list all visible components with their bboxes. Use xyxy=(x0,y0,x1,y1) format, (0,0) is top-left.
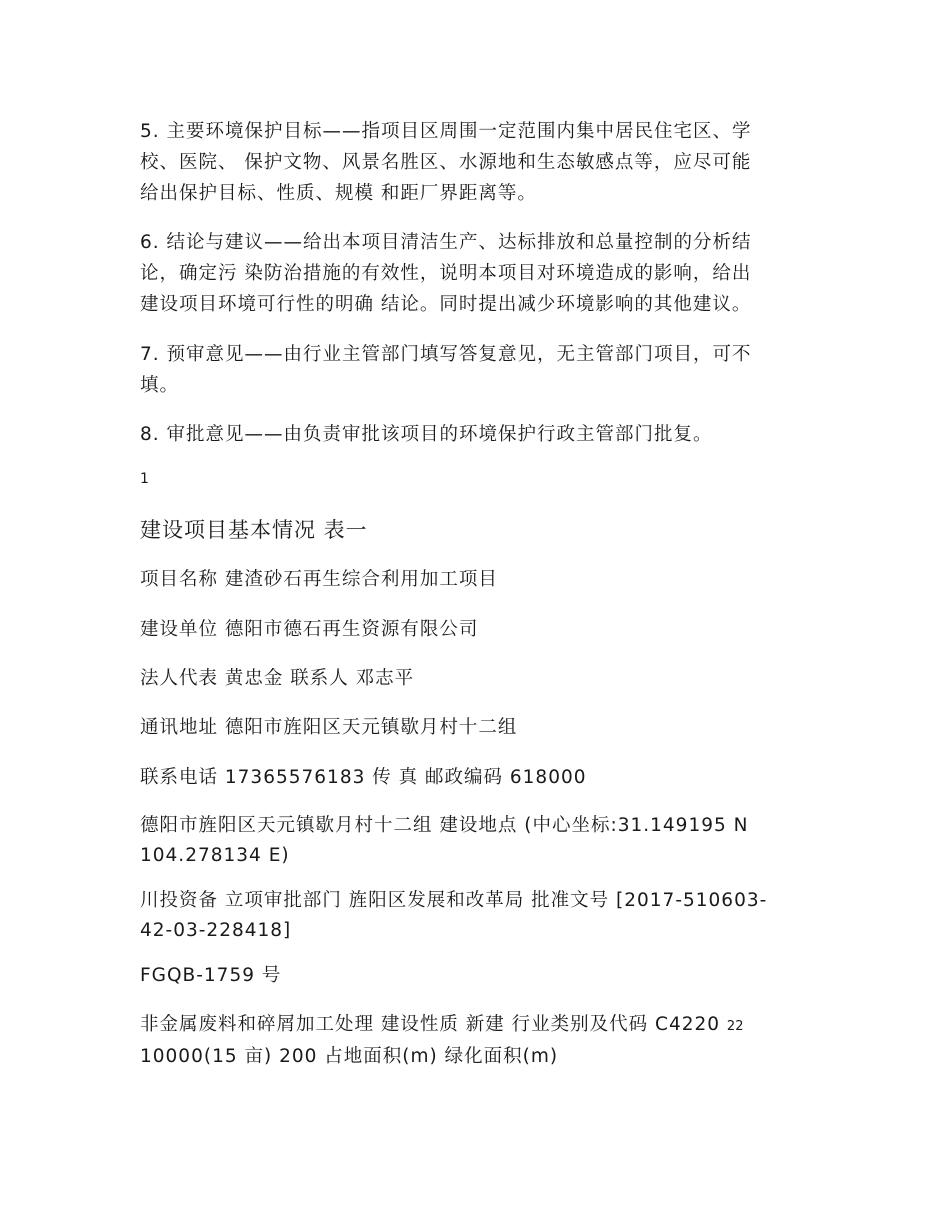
field-industry-line-2: 10000(15 亩) 200 占地面积(m) 绿化面积(m) xyxy=(140,1046,559,1067)
field-industry-line-1-main: 非金属废料和碎屑加工处理 建设性质 新建 行业类别及代码 C4220 xyxy=(140,1014,721,1035)
field-location xyxy=(140,811,820,871)
note-item-6-line-2: 论，确定污 染防治措施的有效性，说明本项目对环境造成的影响，给出 xyxy=(140,263,752,284)
note-item-6-line-3: 建设项目环境可行性的明确 结论。同时提出减少环境影响的其他建议。 xyxy=(140,294,752,315)
note-item-8-line-1: 8. 审批意见——由负责审批该项目的环境保护行政主管部门批复。 xyxy=(140,424,713,445)
field-industry-line-1 xyxy=(140,1010,820,1042)
note-item-5-line-3: 给出保护目标、性质、规模 和距厂界距离等。 xyxy=(140,183,537,204)
note-item-5-line-2: 校、医院、 保护文物、风景名胜区、水源地和生态敏感点等，应尽可能 xyxy=(140,152,752,173)
field-contact: 联系电话 17365576183 传 真 邮政编码 618000 xyxy=(140,767,587,788)
note-item-6 xyxy=(140,227,812,320)
field-address: 通讯地址 德阳市旌阳区天元镇歇月村十二组 xyxy=(140,717,518,738)
note-item-5-line-1: 5. 主要环境保护目标——指项目区周围一定范围内集中居民住宅区、学 xyxy=(140,121,752,142)
note-item-7-line-2: 填。 xyxy=(140,375,180,396)
note-item-5 xyxy=(140,116,812,209)
field-legal-rep: 法人代表 黄忠金 联系人 邓志平 xyxy=(140,668,415,689)
field-industry-superscript: 22 xyxy=(726,1019,744,1034)
field-project-name: 项目名称 建渣砂石再生综合利用加工项目 xyxy=(140,569,498,590)
note-item-7 xyxy=(140,339,812,401)
field-approval xyxy=(140,886,820,946)
table-title: 建设项目基本情况 表一 xyxy=(140,518,368,542)
field-approval-suffix: FGQB-1759 号 xyxy=(140,965,282,986)
field-approval-line-2: 42-03-228418] xyxy=(140,920,292,941)
field-approval-line-1: 川投资备 立项审批部门 旌阳区发展和改革局 批准文号 [2017-510603- xyxy=(140,890,768,911)
note-item-8 xyxy=(140,419,812,450)
field-location-line-2: 104.278134 E) xyxy=(140,845,290,866)
page-number: 1 xyxy=(140,471,149,487)
field-builder: 建设单位 德阳市德石再生资源有限公司 xyxy=(140,619,479,640)
field-location-line-1: 德阳市旌阳区天元镇歇月村十二组 建设地点 (中心坐标:31.149195 N xyxy=(140,815,749,836)
note-item-7-line-1: 7. 预审意见——由行业主管部门填写答复意见，无主管部门项目，可不 xyxy=(140,344,752,365)
note-item-6-line-1: 6. 结论与建议——给出本项目清洁生产、达标排放和总量控制的分析结 xyxy=(140,232,752,253)
field-industry xyxy=(140,1010,820,1072)
